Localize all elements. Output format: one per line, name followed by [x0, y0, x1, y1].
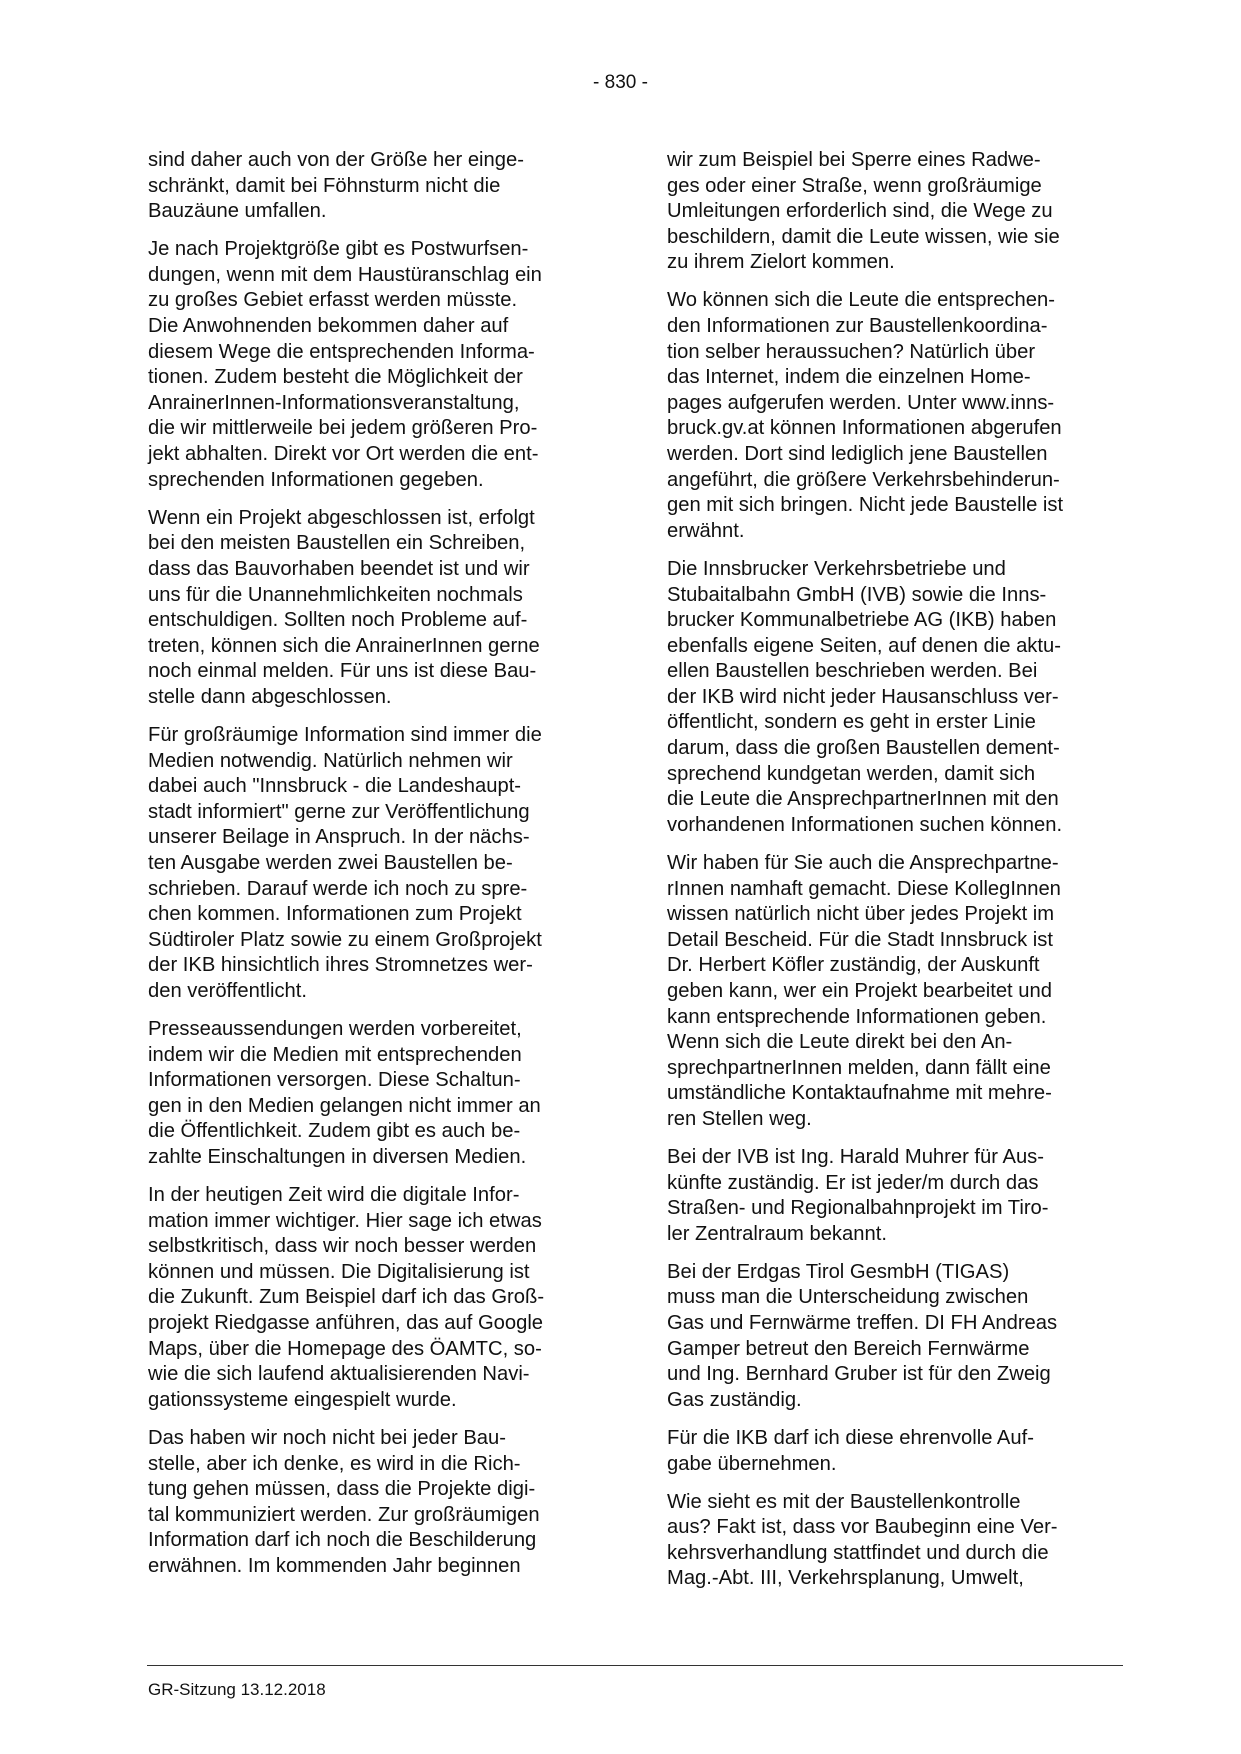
text-line: In der heutigen Zeit wird die digitale Infor- [148, 1184, 520, 1207]
text-line: geben kann, wer ein Projekt bearbeitet und [667, 979, 1052, 1002]
text-line: AnrainerInnen-Informationsveranstaltung, [148, 391, 520, 414]
text-line: kehrsverhandlung stattfindet und durch die [667, 1541, 1049, 1564]
paragraph [148, 723, 628, 1005]
text-line: noch einmal melden. Für uns ist diese Bau- [148, 660, 537, 683]
text-line: Wenn sich die Leute direkt bei den An- [667, 1031, 1013, 1054]
text-line: ler Zentralraum bekannt. [667, 1222, 887, 1245]
text-line: den veröffentlicht. [148, 979, 307, 1002]
text-line: ren Stellen weg. [667, 1107, 812, 1130]
text-line: Wir haben für Sie auch die Ansprechpartne- [667, 851, 1059, 874]
text-line: Maps, über die Homepage des ÖAMTC, so- [148, 1337, 542, 1360]
text-line: gabe übernehmen. [667, 1452, 837, 1475]
text-line: Mag.-Abt. III, Verkehrsplanung, Umwelt, [667, 1567, 1024, 1590]
text-line: den Informationen zur Baustellenkoordina- [667, 315, 1048, 338]
text-line: rInnen namhaft gemacht. Diese KollegInnen [667, 877, 1061, 900]
text-line: das Internet, indem die einzelnen Home- [667, 366, 1031, 389]
paragraph [667, 1490, 1147, 1592]
text-line: Für großräumige Information sind immer die [148, 723, 542, 746]
text-line: pages aufgerufen werden. Unter www.inns- [667, 391, 1055, 414]
paragraph [148, 506, 628, 711]
text-line: treten, können sich die AnrainerInnen gerne [148, 634, 540, 657]
text-line: Die Anwohnenden bekommen daher auf [148, 315, 509, 338]
page-number: - 830 - [593, 72, 648, 93]
text-line: schrieben. Darauf werde ich noch zu spre- [148, 877, 528, 900]
text-line: Gamper betreut den Bereich Fernwärme [667, 1337, 1030, 1360]
paragraph [667, 1145, 1147, 1247]
text-line: entschuldigen. Sollten noch Probleme auf- [148, 609, 528, 632]
text-line: darum, dass die großen Baustellen dement- [667, 737, 1060, 760]
text-line: Wenn ein Projekt abgeschlossen ist, erfolgt [148, 506, 535, 529]
text-line: Medien notwendig. Natürlich nehmen wir [148, 749, 513, 772]
text-line: indem wir die Medien mit entsprechenden [148, 1043, 522, 1066]
text-line: beschildern, damit die Leute wissen, wie sie [667, 225, 1060, 248]
text-line: dass das Bauvorhaben beendet ist und wir [148, 557, 530, 580]
text-line: der IKB wird nicht jeder Hausanschluss ver- [667, 685, 1059, 708]
right-column [667, 148, 1147, 1604]
text-line: Südtiroler Platz sowie zu einem Großprojekt [148, 928, 542, 951]
text-line: projekt Riedgasse anführen, das auf Google [148, 1312, 544, 1335]
text-line: ten Ausgabe werden zwei Baustellen be- [148, 851, 513, 874]
text-line: Bei der Erdgas Tirol GesmbH (TIGAS) [667, 1260, 1010, 1283]
text-line: diesem Wege die entsprechenden Informa- [148, 340, 535, 363]
text-line: wissen natürlich nicht über jedes Projekt im [667, 903, 1055, 926]
text-line: die Leute die AnsprechpartnerInnen mit den [667, 788, 1059, 811]
text-line: werden. Dort sind lediglich jene Baustellen [667, 443, 1048, 466]
paragraph [667, 851, 1147, 1133]
text-line: umständliche Kontaktaufnahme mit mehre- [667, 1082, 1052, 1105]
text-line: unserer Beilage in Anspruch. In der nächs- [148, 826, 530, 849]
text-line: die Zukunft. Zum Beispiel darf ich das Groß- [148, 1286, 545, 1309]
paragraph [667, 1426, 1147, 1477]
paragraph [667, 148, 1147, 276]
text-line: aus? Fakt ist, dass vor Baubeginn eine Ver- [667, 1516, 1058, 1539]
text-line: chen kommen. Informationen zum Projekt [148, 903, 522, 926]
text-line: stadt informiert" gerne zur Veröffentlichung [148, 800, 530, 823]
text-line: künfte zuständig. Er ist jeder/m durch das [667, 1171, 1039, 1194]
text-line: zu großes Gebiet erfasst werden müsste. [148, 289, 518, 312]
text-line: gen mit sich bringen. Nicht jede Baustelle ist [667, 494, 1064, 517]
text-line: Gas zuständig. [667, 1388, 802, 1411]
text-line: Gas und Fernwärme treffen. DI FH Andreas [667, 1312, 1058, 1335]
paragraph [148, 1183, 628, 1413]
text-line: schränkt, damit bei Föhnsturm nicht die [148, 174, 501, 197]
text-line: und Ing. Bernhard Gruber ist für den Zweig [667, 1363, 1051, 1386]
text-line: bei den meisten Baustellen ein Schreiben, [148, 532, 526, 555]
text-line: wie die sich laufend aktualisierenden Navi- [148, 1363, 530, 1386]
text-line: öffentlicht, sondern es geht in erster Linie [667, 711, 1036, 734]
text-line: zu ihrem Zielort kommen. [667, 251, 895, 274]
text-line: Bauzäune umfallen. [148, 200, 327, 223]
text-line: brucker Kommunalbetriebe AG (IKB) haben [667, 609, 1057, 632]
text-line: gationssysteme eingespielt wurde. [148, 1388, 457, 1411]
text-line: Das haben wir noch nicht bei jeder Bau- [148, 1426, 506, 1449]
text-line: Für die IKB darf ich diese ehrenvolle Auf- [667, 1426, 1034, 1449]
text-line: angeführt, die größere Verkehrsbehinderun- [667, 468, 1060, 491]
text-line: können und müssen. Die Digitalisierung ist [148, 1260, 530, 1283]
text-line: Die Innsbrucker Verkehrsbetriebe und [667, 557, 1006, 580]
paragraph [667, 288, 1147, 544]
text-line: tion selber heraussuchen? Natürlich über [667, 340, 1036, 363]
paragraph [148, 1017, 628, 1171]
text-line: Je nach Projektgröße gibt es Postwurfsen- [148, 238, 529, 261]
text-line: ebenfalls eigene Seiten, auf denen die aktu- [667, 634, 1061, 657]
text-line: Presseaussendungen werden vorbereitet, [148, 1018, 522, 1040]
text-line: erwähnen. Im kommenden Jahr beginnen [148, 1554, 521, 1577]
text-line: jekt abhalten. Direkt vor Ort werden die ent- [148, 443, 539, 466]
footer-divider [147, 1665, 1123, 1666]
text-line: bruck.gv.at können Informationen abgerufen [667, 417, 1062, 440]
text-line: ellen Baustellen beschrieben werden. Bei [667, 660, 1038, 683]
text-line: uns für die Unannehmlichkeiten nochmals [148, 583, 523, 606]
text-line: Detail Bescheid. Für die Stadt Innsbruck ist [667, 928, 1053, 951]
text-line: sprechpartnerInnen melden, dann fällt eine [667, 1056, 1051, 1079]
text-line: Wo können sich die Leute die entsprechen- [667, 289, 1055, 312]
text-line: gen in den Medien gelangen nicht immer an [148, 1094, 541, 1117]
paragraph [148, 237, 628, 493]
paragraph [148, 1426, 628, 1580]
text-line: dungen, wenn mit dem Haustüranschlag ein [148, 263, 542, 286]
text-line: tal kommuniziert werden. Zur großräumigen [148, 1503, 540, 1526]
text-line: die Öffentlichkeit. Zudem gibt es auch be- [148, 1120, 521, 1143]
text-line: sprechend kundgetan werden, damit sich [667, 762, 1036, 785]
text-line: zahlte Einschaltungen in diversen Medien. [148, 1145, 527, 1168]
text-line: erwähnt. [667, 519, 745, 542]
text-line: die wir mittlerweile bei jedem größeren Pro- [148, 417, 538, 440]
text-line: wir zum Beispiel bei Sperre eines Radwe- [667, 149, 1041, 171]
text-line: kann entsprechende Informationen geben. [667, 1005, 1047, 1028]
text-line: stelle dann abgeschlossen. [148, 685, 392, 708]
text-line: ges oder einer Straße, wenn großräumige [667, 174, 1042, 197]
text-line: der IKB hinsichtlich ihres Stromnetzes wer- [148, 954, 533, 977]
text-line: dabei auch "Innsbruck - die Landeshaupt- [148, 775, 522, 798]
text-line: Information darf ich noch die Beschilderung [148, 1529, 537, 1552]
footer-session-date: GR-Sitzung 13.12.2018 [148, 1680, 326, 1699]
text-line: muss man die Unterscheidung zwischen [667, 1286, 1029, 1309]
text-line: Informationen versorgen. Diese Schaltun- [148, 1069, 521, 1092]
text-line: vorhandenen Informationen suchen können. [667, 813, 1063, 836]
text-line: Dr. Herbert Köfler zuständig, der Auskunft [667, 954, 1040, 977]
left-column [148, 148, 628, 1592]
text-line: sind daher auch von der Größe her einge- [148, 149, 524, 171]
text-line: sprechenden Informationen gegeben. [148, 468, 484, 491]
text-line: selbstkritisch, dass wir noch besser werden [148, 1235, 537, 1258]
text-line: Straßen- und Regionalbahnprojekt im Tiro- [667, 1197, 1049, 1220]
text-line: Wie sieht es mit der Baustellenkontrolle [667, 1490, 1021, 1513]
text-line: mation immer wichtiger. Hier sage ich etwas [148, 1209, 542, 1232]
text-line: Bei der IVB ist Ing. Harald Muhrer für Aus- [667, 1145, 1044, 1168]
text-line: tung gehen müssen, dass die Projekte digi- [148, 1478, 536, 1501]
paragraph [667, 1260, 1147, 1414]
text-line: stelle, aber ich denke, es wird in die Rich- [148, 1452, 521, 1475]
text-line: Stubaitalbahn GmbH (IVB) sowie die Inns- [667, 583, 1047, 606]
paragraph [667, 557, 1147, 839]
text-line: Umleitungen erforderlich sind, die Wege zu [667, 200, 1053, 223]
paragraph [148, 148, 628, 225]
text-line: tionen. Zudem besteht die Möglichkeit der [148, 366, 523, 389]
